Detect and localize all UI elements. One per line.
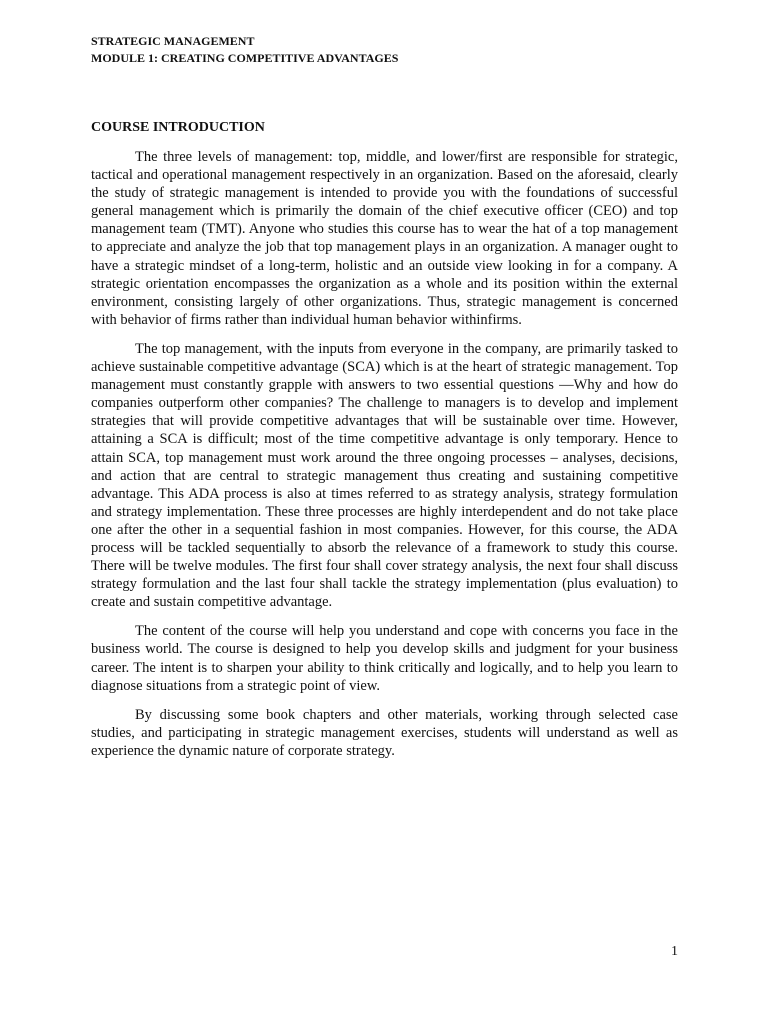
paragraph-1: The three levels of management: top, middle, and lower/first are responsible for strategic, tactical and operational management respectively in an organization. Based on the aforesaid, clearly the study of strategic management is intended to provide you with the foundations of successful general management which is primarily the domain of the chief executive officer (CEO) and top management team (TMT). Anyone who studies this course has to wear the hat of a top management to appreciate and analyze the job that top management plays in an organization. A manager ought to have a strategic mindset of a long-term, holistic and an outside view looking in for a company. A strategic orientation encompasses the organization as a whole and its position within the external environment, consisting largely of other organizations. Thus, strategic management is concerned with behavior of firms rather than individual human behavior withinfirms.	[91, 149, 678, 328]
paragraph-3: The content of the course will help you understand and cope with concerns you face in the business world. The course is designed to help you develop skills and judgment for your business career. The intent is to sharpen your ability to think critically and logically, and to help you learn to diagnose situations from a strategic point of view.	[91, 623, 678, 694]
body-text	[91, 148, 678, 771]
paragraph-4: By discussing some book chapters and other materials, working through selected case studies, and participating in strategic management exercises, students will understand as well as experience the dynamic nature of corporate strategy.	[91, 706, 678, 759]
paragraph-2: The top management, with the inputs from everyone in the company, are primarily tasked to achieve sustainable competitive advantage (SCA) which is at the heart of strategic management. Top management must constantly grapple with answers to two essential questions —Why and how do companies outperform other companies? The challenge to managers is to develop and implement strategies that will provide competitive advantages that will be sustainable over time. However, attaining a SCA is difficult; most of the time competitive advantage is only temporary. Hence to attain SCA, top management must work around the three ongoing processes – analyses, decisions, and action that are central to strategic management thus creating and sustaining competitive advantage. This ADA process is also at times referred to as strategy analysis, strategy formulation and strategy implementation. These three processes are highly interdependent and do not take place one after the other in a sequential fashion in most companies. However, for this course, the ADA process will be tackled sequentially to absorb the relevance of a framework to study this course. There will be twelve modules. The first four shall cover strategy analysis, the next four shall discuss strategy formulation and the last four shall tackle the strategy implementation (plus evaluation) to create and sustain competitive advantage.	[91, 340, 678, 611]
running-header	[91, 33, 398, 67]
page-number: 1	[671, 944, 678, 959]
header-module-title: MODULE 1: CREATING COMPETITIVE ADVANTAGES	[91, 51, 399, 65]
section-heading: COURSE INTRODUCTION	[91, 120, 265, 135]
header-course-title: STRATEGIC MANAGEMENT	[91, 34, 255, 48]
